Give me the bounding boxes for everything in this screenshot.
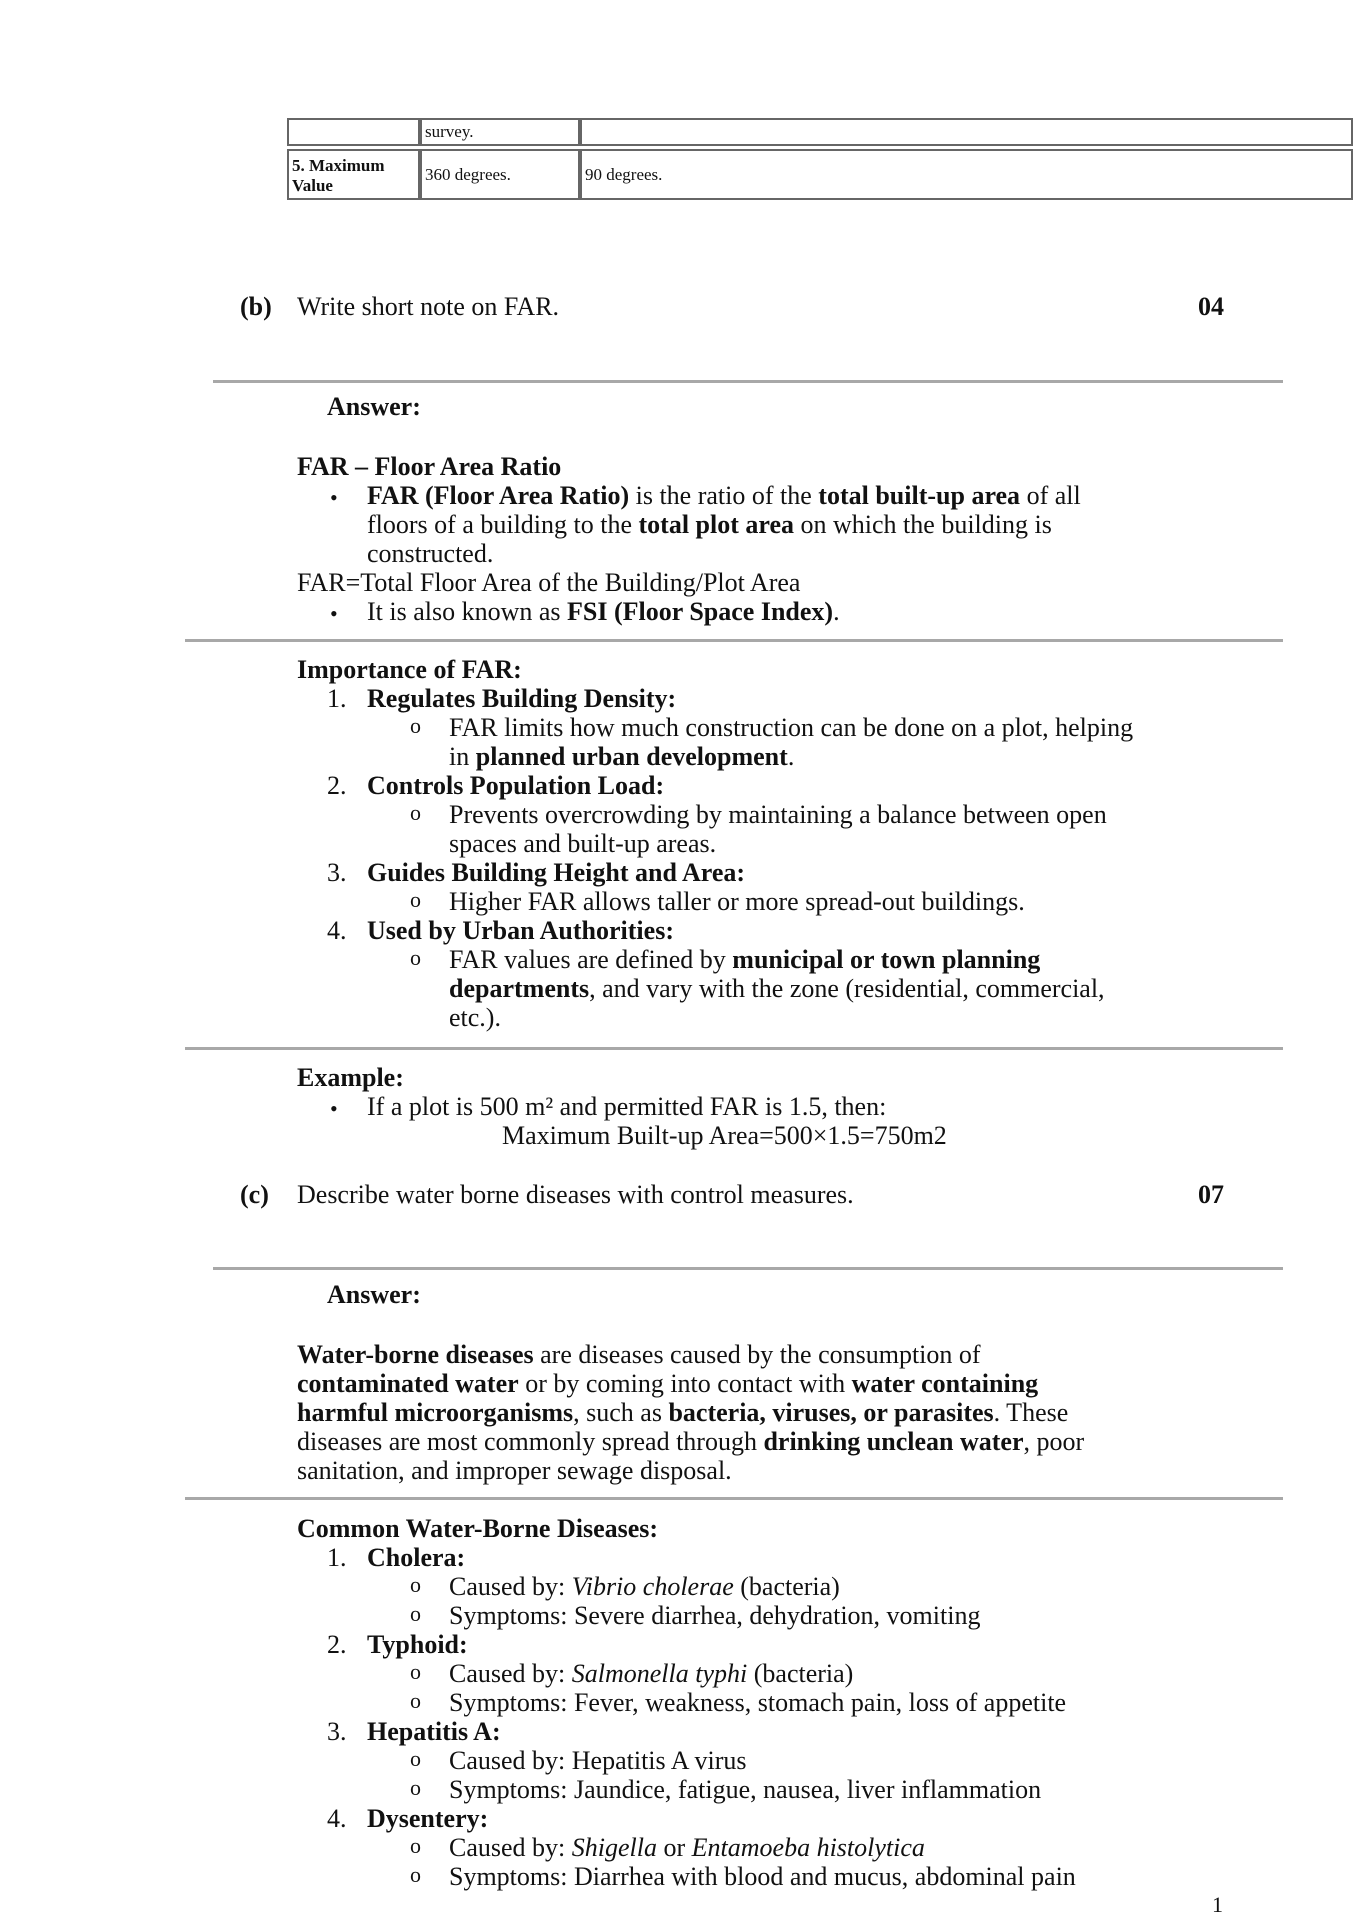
list-item-title: Hepatitis A:	[367, 1717, 501, 1746]
paragraph-line: Symptoms: Diarrhea with blood and mucus, abdominal pain	[449, 1862, 1076, 1891]
divider	[213, 380, 1283, 383]
paragraph-line: contaminated water or by coming into contact with water containing	[297, 1369, 1039, 1398]
sub-bullet-icon: o	[410, 1659, 421, 1684]
table-cell: 90 degrees.	[580, 149, 1353, 200]
formula: FAR=Total Floor Area of the Building/Plot Area	[297, 568, 801, 597]
list-number: 2.	[327, 1630, 347, 1659]
question-text: Write short note on FAR.	[297, 292, 560, 321]
calculation: Maximum Built-up Area=500×1.5=750m2	[502, 1121, 947, 1150]
sub-bullet-icon: o	[410, 1601, 421, 1626]
list-item-title: Dysentery:	[367, 1804, 489, 1833]
list-number: 3.	[327, 1717, 347, 1746]
list-item-title: Controls Population Load:	[367, 771, 665, 800]
list-number: 3.	[327, 858, 347, 887]
list-item-title: Used by Urban Authorities:	[367, 916, 674, 945]
list-number: 2.	[327, 771, 347, 800]
sub-bullet-icon: o	[410, 1746, 421, 1771]
table-cell	[580, 118, 1353, 146]
divider	[185, 1047, 1283, 1050]
list-number: 1.	[327, 684, 347, 713]
sub-bullet-icon: o	[410, 800, 421, 825]
paragraph-line: Prevents overcrowding by maintaining a balance between open	[449, 800, 1107, 829]
question-marks: 04	[1198, 292, 1224, 321]
question-label: (b)	[240, 292, 272, 321]
paragraph-line: diseases are most commonly spread through drinking unclean water, poor	[297, 1427, 1085, 1456]
question-text: Describe water borne diseases with control measures.	[297, 1180, 854, 1209]
list-item-title: Typhoid:	[367, 1630, 468, 1659]
paragraph-line: Caused by: Hepatitis A virus	[449, 1746, 747, 1775]
question-label: (c)	[240, 1180, 269, 1209]
list-item-title: Cholera:	[367, 1543, 466, 1572]
list-number: 4.	[327, 916, 347, 945]
paragraph-line: Caused by: Salmonella typhi (bacteria)	[449, 1659, 854, 1688]
paragraph-line: Caused by: Shigella or Entamoeba histolytica	[449, 1833, 925, 1862]
answer-label: Answer:	[327, 1280, 421, 1309]
sub-bullet-icon: o	[410, 1833, 421, 1858]
paragraph-line: sanitation, and improper sewage disposal.	[297, 1456, 732, 1485]
paragraph-line: FAR (Floor Area Ratio) is the ratio of the total built-up area of all	[367, 481, 1081, 510]
bullet-icon: •	[330, 1096, 338, 1121]
paragraph-line: Higher FAR allows taller or more spread-out buildings.	[449, 887, 1025, 916]
paragraph-line: constructed.	[367, 539, 494, 568]
section-heading: FAR – Floor Area Ratio	[297, 452, 562, 481]
paragraph-line: Symptoms: Jaundice, fatigue, nausea, liver inflammation	[449, 1775, 1042, 1804]
table-row	[287, 149, 1353, 200]
paragraph-line: in planned urban development.	[449, 742, 795, 771]
section-heading: Example:	[297, 1063, 404, 1092]
divider	[213, 1267, 1283, 1270]
list-item-title: Regulates Building Density:	[367, 684, 677, 713]
paragraph-line: harmful microorganisms, such as bacteria, viruses, or parasites. These	[297, 1398, 1069, 1427]
sub-bullet-icon: o	[410, 887, 421, 912]
table-cell: 5. Maximum Value	[287, 149, 420, 200]
list-item-title: Guides Building Height and Area:	[367, 858, 746, 887]
table-cell: 360 degrees.	[420, 149, 580, 200]
paragraph-line: Caused by: Vibrio cholerae (bacteria)	[449, 1572, 840, 1601]
paragraph-line: departments, and vary with the zone (residential, commercial,	[449, 974, 1105, 1003]
answer-label: Answer:	[327, 392, 421, 421]
sub-bullet-icon: o	[410, 1688, 421, 1713]
paragraph-line: etc.).	[449, 1003, 501, 1032]
paragraph-line: FAR values are defined by municipal or town planning	[449, 945, 1041, 974]
paragraph-line: spaces and built-up areas.	[449, 829, 717, 858]
paragraph-line: Water-borne diseases are diseases caused by the consumption of	[297, 1340, 981, 1369]
section-heading: Importance of FAR:	[297, 655, 522, 684]
section-heading: Common Water-Borne Diseases:	[297, 1514, 659, 1543]
paragraph-line: FAR limits how much construction can be done on a plot, helping	[449, 713, 1134, 742]
list-number: 1.	[327, 1543, 347, 1572]
bullet-icon: •	[330, 485, 338, 510]
sub-bullet-icon: o	[410, 713, 421, 738]
sub-bullet-icon: o	[410, 1862, 421, 1887]
divider	[185, 639, 1283, 642]
page-number: 1	[1212, 1892, 1223, 1917]
question-marks: 07	[1198, 1180, 1224, 1209]
bullet-icon: •	[330, 601, 338, 626]
table-cell: survey.	[420, 118, 580, 146]
comparison-table-fragment	[287, 118, 1353, 200]
paragraph-line: If a plot is 500 m² and permitted FAR is 1.5, then:	[367, 1092, 887, 1121]
sub-bullet-icon: o	[410, 1775, 421, 1800]
sub-bullet-icon: o	[410, 1572, 421, 1597]
paragraph-line: Symptoms: Severe diarrhea, dehydration, vomiting	[449, 1601, 981, 1630]
sub-bullet-icon: o	[410, 945, 421, 970]
paragraph-line: floors of a building to the total plot area on which the building is	[367, 510, 1052, 539]
paragraph-line: Symptoms: Fever, weakness, stomach pain, loss of appetite	[449, 1688, 1067, 1717]
table-cell	[287, 118, 420, 146]
divider	[185, 1497, 1283, 1500]
table-row	[287, 118, 1353, 146]
list-number: 4.	[327, 1804, 347, 1833]
paragraph-line: It is also known as FSI (Floor Space Index).	[367, 597, 840, 626]
